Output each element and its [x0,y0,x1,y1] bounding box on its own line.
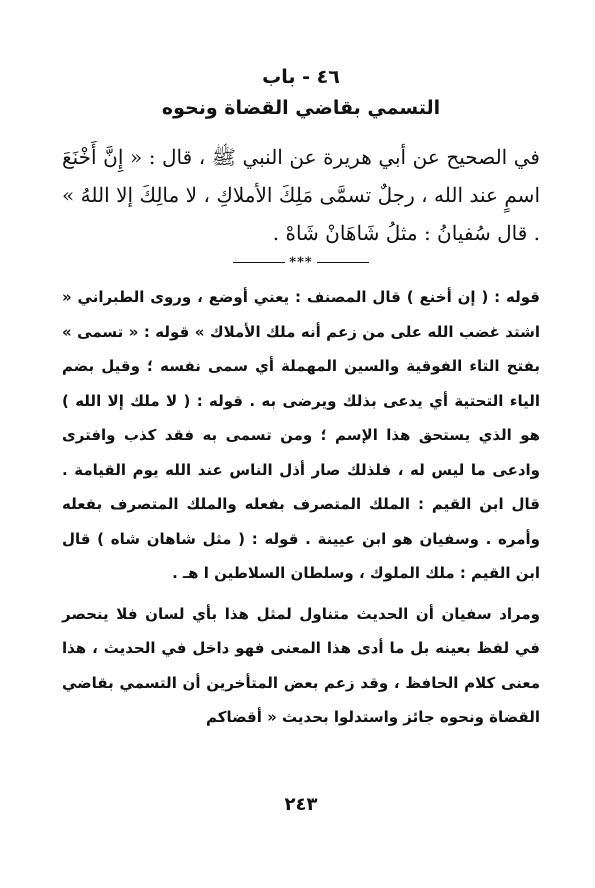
hadith-text: في الصحيح عن أبي هريرة عن النبي ﷺ ، قال : « إِنَّ أَخْنَعَ اسمٍ عند الله ، رجلٌ تسمَّى مَلِكَ الأملاكِ ، لا مالِكَ إلا اللهُ » . قال سُفيانُ : مثلُ شَاهَانْ شَاهْ . [62,145,540,245]
section-divider [62,254,540,272]
book-page [62,62,540,862]
chapter-number: ٤٦ - باب [262,66,340,88]
commentary-paragraph-2: ومراد سفيان أن الحديث متناول لمثل هذا بأي لسان فلا ينحصر في لفظ بعينه بل ما أدى هذا المعنى فهو داخل في الحديث ، هذا معنى كلام الحافظ ، وقد زعم بعض المتأخرين أن التسمي بقاضي القضاة ونحوه جائز واستدلوا بحديث « أقضاكم [62,604,540,726]
chapter-title: التسمي بقاضي القضاة ونحوه [161,97,441,119]
divider-stars: *** [289,255,313,270]
page-number: ٢٤٣ [284,794,318,815]
divider-rule-right [317,262,369,263]
commentary-paragraph-1: قوله : ( إن أخنع ) قال المصنف : يعني أوضع ، وروى الطبراني « اشتد غضب الله على من زعم أنه ملك الأملاك » قوله : « تسمى » بفتح التاء الفوقية والسين المهملة أي سمى نفسه ؛ وقيل بضم الياء التحتية أي يدعى بذلك ويرضى به . قوله : ( لا ملك إلا الله ) هو الذي يستحق هذا الإسم ؛ ومن تسمى به فقد كذب وافترى وادعى ما ليس له ، فلذلك صار أذل الناس عند الله يوم القيامة . قال ابن القيم : الملك المتصرف بفعله والملك المتصرف بفعله وأمره . وسفيان هو ابن عيينة . قوله : ( مثل شاهان شاه ) قال ابن القيم : ملك الملوك ، وسلطان السلاطين ا هـ . [62,288,540,582]
divider-rule-left [233,262,285,263]
